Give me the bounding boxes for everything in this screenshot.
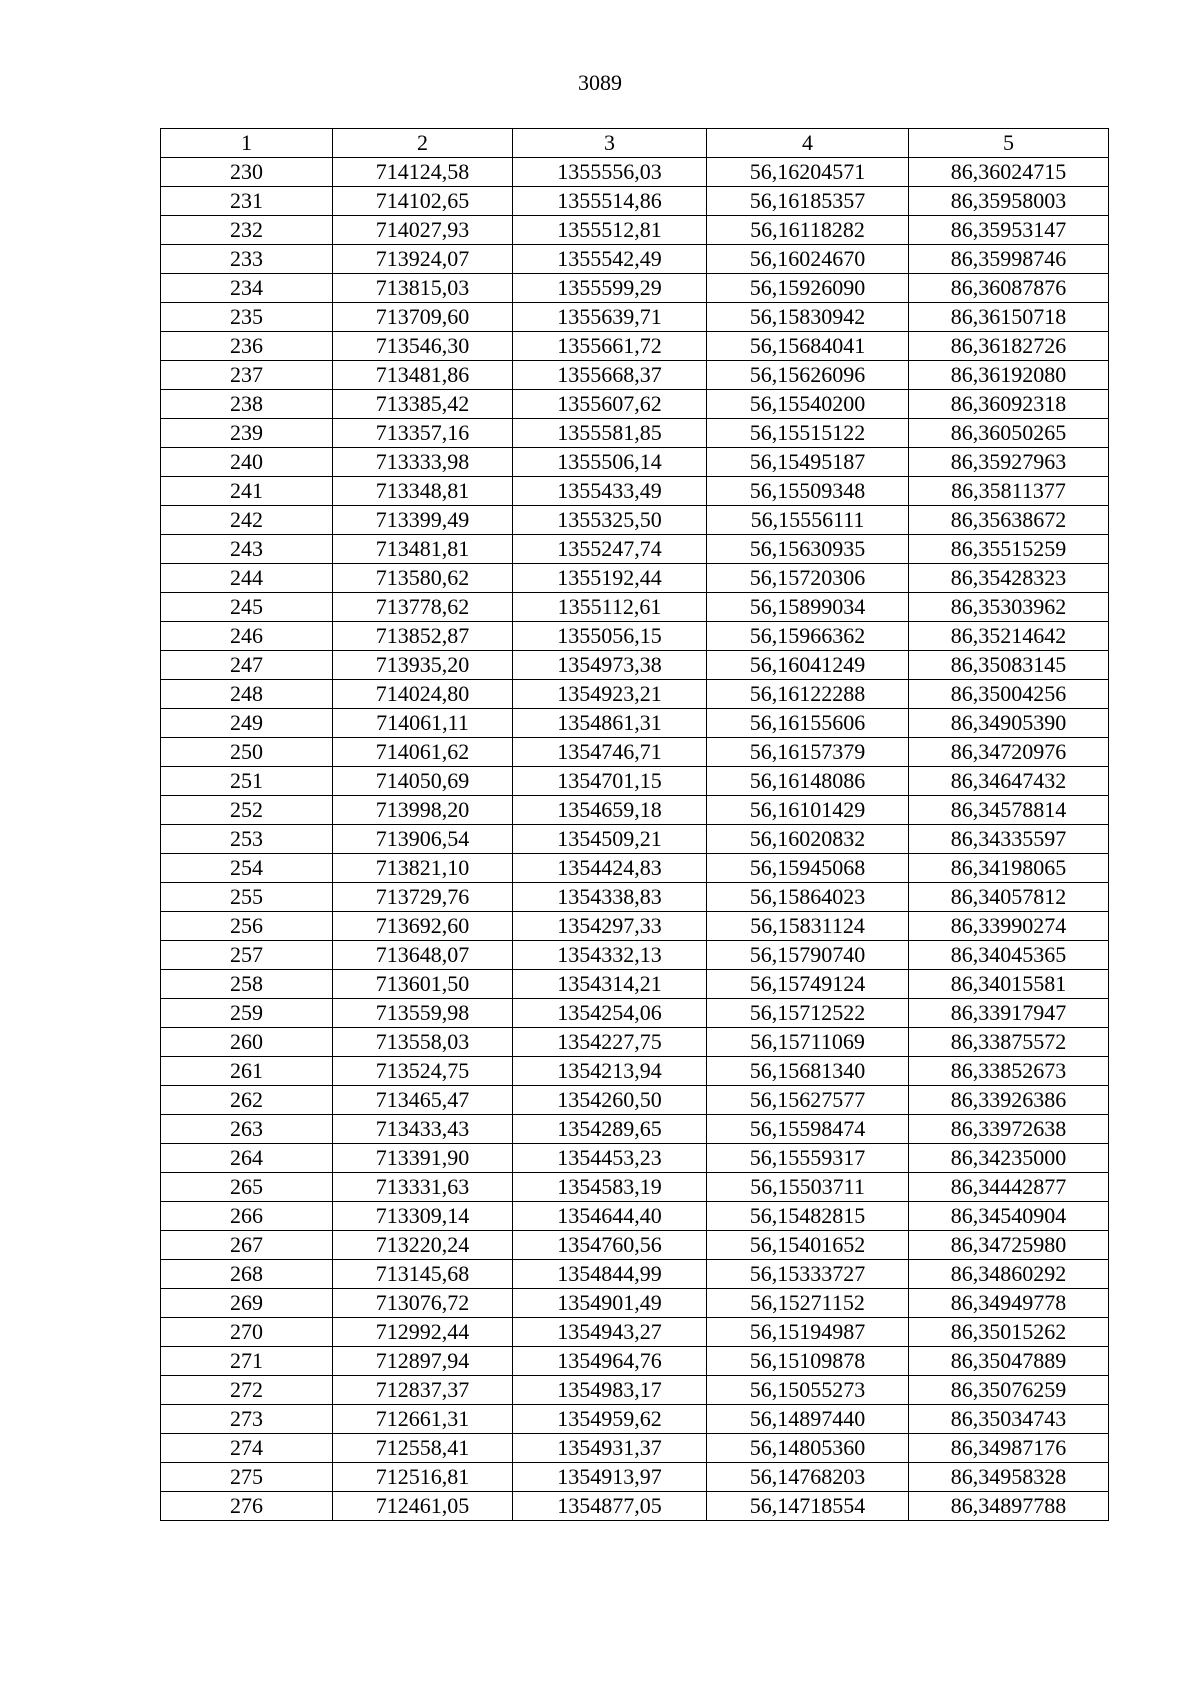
y-coordinate-cell: 1354213,94 [513, 1057, 707, 1086]
point-number-cell: 248 [161, 680, 333, 709]
x-coordinate-cell: 712516,81 [333, 1463, 513, 1492]
latitude-cell: 56,16157379 [707, 738, 909, 767]
longitude-cell: 86,33990274 [909, 912, 1109, 941]
x-coordinate-cell: 714024,80 [333, 680, 513, 709]
latitude-cell: 56,15681340 [707, 1057, 909, 1086]
point-number-cell: 274 [161, 1434, 333, 1463]
y-coordinate-cell: 1355542,49 [513, 245, 707, 274]
x-coordinate-cell: 713692,60 [333, 912, 513, 941]
point-number-cell: 245 [161, 593, 333, 622]
table-row [161, 1492, 1109, 1521]
table-row [161, 1086, 1109, 1115]
latitude-cell: 56,15401652 [707, 1231, 909, 1260]
x-coordinate-cell: 713391,90 [333, 1144, 513, 1173]
x-coordinate-cell: 713821,10 [333, 854, 513, 883]
x-coordinate-cell: 713331,63 [333, 1173, 513, 1202]
longitude-cell: 86,33852673 [909, 1057, 1109, 1086]
longitude-cell: 86,34045365 [909, 941, 1109, 970]
longitude-cell: 86,33926386 [909, 1086, 1109, 1115]
table-row [161, 1231, 1109, 1260]
longitude-cell: 86,36050265 [909, 419, 1109, 448]
longitude-cell: 86,35515259 [909, 535, 1109, 564]
longitude-cell: 86,34057812 [909, 883, 1109, 912]
longitude-cell: 86,35004256 [909, 680, 1109, 709]
table-row [161, 1144, 1109, 1173]
x-coordinate-cell: 713465,47 [333, 1086, 513, 1115]
latitude-cell: 56,15626096 [707, 361, 909, 390]
latitude-cell: 56,15556111 [707, 506, 909, 535]
latitude-cell: 56,15831124 [707, 912, 909, 941]
longitude-cell: 86,35428323 [909, 564, 1109, 593]
y-coordinate-cell: 1354931,37 [513, 1434, 707, 1463]
point-number-cell: 264 [161, 1144, 333, 1173]
column-header-3: 3 [513, 129, 707, 158]
longitude-cell: 86,36092318 [909, 390, 1109, 419]
table-row [161, 390, 1109, 419]
x-coordinate-cell: 713309,14 [333, 1202, 513, 1231]
point-number-cell: 241 [161, 477, 333, 506]
point-number-cell: 247 [161, 651, 333, 680]
y-coordinate-cell: 1354644,40 [513, 1202, 707, 1231]
table-row [161, 1463, 1109, 1492]
x-coordinate-cell: 713546,30 [333, 332, 513, 361]
longitude-cell: 86,34015581 [909, 970, 1109, 999]
latitude-cell: 56,15627577 [707, 1086, 909, 1115]
latitude-cell: 56,15830942 [707, 303, 909, 332]
point-number-cell: 262 [161, 1086, 333, 1115]
longitude-cell: 86,33917947 [909, 999, 1109, 1028]
latitude-cell: 56,15598474 [707, 1115, 909, 1144]
table-row [161, 680, 1109, 709]
table-row [161, 912, 1109, 941]
y-coordinate-cell: 1355668,37 [513, 361, 707, 390]
x-coordinate-cell: 713145,68 [333, 1260, 513, 1289]
y-coordinate-cell: 1355112,61 [513, 593, 707, 622]
y-coordinate-cell: 1354509,21 [513, 825, 707, 854]
point-number-cell: 268 [161, 1260, 333, 1289]
longitude-cell: 86,36182726 [909, 332, 1109, 361]
table-row [161, 1318, 1109, 1347]
x-coordinate-cell: 713935,20 [333, 651, 513, 680]
table-row [161, 767, 1109, 796]
y-coordinate-cell: 1354314,21 [513, 970, 707, 999]
point-number-cell: 233 [161, 245, 333, 274]
y-coordinate-cell: 1354964,76 [513, 1347, 707, 1376]
latitude-cell: 56,16118282 [707, 216, 909, 245]
table-row [161, 187, 1109, 216]
y-coordinate-cell: 1354583,19 [513, 1173, 707, 1202]
x-coordinate-cell: 713481,86 [333, 361, 513, 390]
table-row [161, 361, 1109, 390]
latitude-cell: 56,16204571 [707, 158, 909, 187]
table-row [161, 796, 1109, 825]
y-coordinate-cell: 1355639,71 [513, 303, 707, 332]
table-header-row [161, 129, 1109, 158]
y-coordinate-cell: 1354227,75 [513, 1028, 707, 1057]
longitude-cell: 86,34578814 [909, 796, 1109, 825]
point-number-cell: 246 [161, 622, 333, 651]
x-coordinate-cell: 712558,41 [333, 1434, 513, 1463]
point-number-cell: 261 [161, 1057, 333, 1086]
longitude-cell: 86,35811377 [909, 477, 1109, 506]
latitude-cell: 56,15271152 [707, 1289, 909, 1318]
latitude-cell: 56,15194987 [707, 1318, 909, 1347]
table-row [161, 593, 1109, 622]
column-header-5: 5 [909, 129, 1109, 158]
y-coordinate-cell: 1355192,44 [513, 564, 707, 593]
point-number-cell: 276 [161, 1492, 333, 1521]
y-coordinate-cell: 1354260,50 [513, 1086, 707, 1115]
point-number-cell: 257 [161, 941, 333, 970]
latitude-cell: 56,15926090 [707, 274, 909, 303]
x-coordinate-cell: 713778,62 [333, 593, 513, 622]
y-coordinate-cell: 1354297,33 [513, 912, 707, 941]
point-number-cell: 239 [161, 419, 333, 448]
latitude-cell: 56,15864023 [707, 883, 909, 912]
y-coordinate-cell: 1354760,56 [513, 1231, 707, 1260]
x-coordinate-cell: 713558,03 [333, 1028, 513, 1057]
y-coordinate-cell: 1355514,86 [513, 187, 707, 216]
point-number-cell: 237 [161, 361, 333, 390]
point-number-cell: 230 [161, 158, 333, 187]
y-coordinate-cell: 1355433,49 [513, 477, 707, 506]
y-coordinate-cell: 1355056,15 [513, 622, 707, 651]
x-coordinate-cell: 713333,98 [333, 448, 513, 477]
table-row [161, 738, 1109, 767]
latitude-cell: 56,14718554 [707, 1492, 909, 1521]
y-coordinate-cell: 1354901,49 [513, 1289, 707, 1318]
longitude-cell: 86,35015262 [909, 1318, 1109, 1347]
x-coordinate-cell: 712837,37 [333, 1376, 513, 1405]
y-coordinate-cell: 1354659,18 [513, 796, 707, 825]
point-number-cell: 250 [161, 738, 333, 767]
longitude-cell: 86,33972638 [909, 1115, 1109, 1144]
table-row [161, 1405, 1109, 1434]
longitude-cell: 86,35303962 [909, 593, 1109, 622]
point-number-cell: 249 [161, 709, 333, 738]
table-row [161, 854, 1109, 883]
y-coordinate-cell: 1355599,29 [513, 274, 707, 303]
table-row [161, 419, 1109, 448]
longitude-cell: 86,34725980 [909, 1231, 1109, 1260]
point-number-cell: 236 [161, 332, 333, 361]
x-coordinate-cell: 713348,81 [333, 477, 513, 506]
y-coordinate-cell: 1354424,83 [513, 854, 707, 883]
table-row [161, 883, 1109, 912]
table-row [161, 332, 1109, 361]
longitude-cell: 86,34720976 [909, 738, 1109, 767]
longitude-cell: 86,34905390 [909, 709, 1109, 738]
longitude-cell: 86,36024715 [909, 158, 1109, 187]
y-coordinate-cell: 1354289,65 [513, 1115, 707, 1144]
y-coordinate-cell: 1354877,05 [513, 1492, 707, 1521]
point-number-cell: 259 [161, 999, 333, 1028]
x-coordinate-cell: 713580,62 [333, 564, 513, 593]
point-number-cell: 235 [161, 303, 333, 332]
longitude-cell: 86,35083145 [909, 651, 1109, 680]
y-coordinate-cell: 1354332,13 [513, 941, 707, 970]
longitude-cell: 86,35953147 [909, 216, 1109, 245]
table-row [161, 1376, 1109, 1405]
longitude-cell: 86,34860292 [909, 1260, 1109, 1289]
y-coordinate-cell: 1354973,38 [513, 651, 707, 680]
x-coordinate-cell: 712992,44 [333, 1318, 513, 1347]
longitude-cell: 86,33875572 [909, 1028, 1109, 1057]
x-coordinate-cell: 714050,69 [333, 767, 513, 796]
table-row [161, 1028, 1109, 1057]
y-coordinate-cell: 1354701,15 [513, 767, 707, 796]
longitude-cell: 86,34897788 [909, 1492, 1109, 1521]
point-number-cell: 265 [161, 1173, 333, 1202]
point-number-cell: 243 [161, 535, 333, 564]
table-row [161, 1289, 1109, 1318]
latitude-cell: 56,15559317 [707, 1144, 909, 1173]
latitude-cell: 56,15720306 [707, 564, 909, 593]
table-row [161, 1202, 1109, 1231]
x-coordinate-cell: 714061,11 [333, 709, 513, 738]
latitude-cell: 56,15711069 [707, 1028, 909, 1057]
x-coordinate-cell: 713815,03 [333, 274, 513, 303]
y-coordinate-cell: 1354943,27 [513, 1318, 707, 1347]
longitude-cell: 86,34987176 [909, 1434, 1109, 1463]
y-coordinate-cell: 1355506,14 [513, 448, 707, 477]
y-coordinate-cell: 1354844,99 [513, 1260, 707, 1289]
latitude-cell: 56,16024670 [707, 245, 909, 274]
point-number-cell: 267 [161, 1231, 333, 1260]
x-coordinate-cell: 712897,94 [333, 1347, 513, 1376]
x-coordinate-cell: 714027,93 [333, 216, 513, 245]
table-row [161, 622, 1109, 651]
longitude-cell: 86,36087876 [909, 274, 1109, 303]
table-row [161, 970, 1109, 999]
point-number-cell: 255 [161, 883, 333, 912]
x-coordinate-cell: 713433,43 [333, 1115, 513, 1144]
point-number-cell: 231 [161, 187, 333, 216]
y-coordinate-cell: 1355661,72 [513, 332, 707, 361]
point-number-cell: 244 [161, 564, 333, 593]
x-coordinate-cell: 713076,72 [333, 1289, 513, 1318]
longitude-cell: 86,35214642 [909, 622, 1109, 651]
point-number-cell: 273 [161, 1405, 333, 1434]
point-number-cell: 234 [161, 274, 333, 303]
table-row [161, 564, 1109, 593]
y-coordinate-cell: 1355247,74 [513, 535, 707, 564]
table-row [161, 1173, 1109, 1202]
table-row [161, 506, 1109, 535]
point-number-cell: 263 [161, 1115, 333, 1144]
point-number-cell: 240 [161, 448, 333, 477]
table-row [161, 651, 1109, 680]
y-coordinate-cell: 1354959,62 [513, 1405, 707, 1434]
table-row [161, 535, 1109, 564]
latitude-cell: 56,16148086 [707, 767, 909, 796]
longitude-cell: 86,34235000 [909, 1144, 1109, 1173]
latitude-cell: 56,16155606 [707, 709, 909, 738]
point-number-cell: 270 [161, 1318, 333, 1347]
point-number-cell: 242 [161, 506, 333, 535]
point-number-cell: 253 [161, 825, 333, 854]
column-header-2: 2 [333, 129, 513, 158]
table-row [161, 941, 1109, 970]
x-coordinate-cell: 713709,60 [333, 303, 513, 332]
x-coordinate-cell: 713481,81 [333, 535, 513, 564]
table-row [161, 245, 1109, 274]
table-row [161, 1347, 1109, 1376]
latitude-cell: 56,15790740 [707, 941, 909, 970]
y-coordinate-cell: 1355607,62 [513, 390, 707, 419]
point-number-cell: 271 [161, 1347, 333, 1376]
longitude-cell: 86,34647432 [909, 767, 1109, 796]
latitude-cell: 56,16122288 [707, 680, 909, 709]
point-number-cell: 251 [161, 767, 333, 796]
y-coordinate-cell: 1354861,31 [513, 709, 707, 738]
x-coordinate-cell: 714124,58 [333, 158, 513, 187]
table-row [161, 303, 1109, 332]
table-row [161, 709, 1109, 738]
latitude-cell: 56,15509348 [707, 477, 909, 506]
latitude-cell: 56,16185357 [707, 187, 909, 216]
x-coordinate-cell: 713729,76 [333, 883, 513, 912]
x-coordinate-cell: 713220,24 [333, 1231, 513, 1260]
latitude-cell: 56,14768203 [707, 1463, 909, 1492]
longitude-cell: 86,35076259 [909, 1376, 1109, 1405]
point-number-cell: 258 [161, 970, 333, 999]
x-coordinate-cell: 712461,05 [333, 1492, 513, 1521]
table-row [161, 1057, 1109, 1086]
table-row [161, 448, 1109, 477]
column-header-1: 1 [161, 129, 333, 158]
y-coordinate-cell: 1354746,71 [513, 738, 707, 767]
latitude-cell: 56,15515122 [707, 419, 909, 448]
table-row [161, 1434, 1109, 1463]
x-coordinate-cell: 712661,31 [333, 1405, 513, 1434]
y-coordinate-cell: 1355581,85 [513, 419, 707, 448]
latitude-cell: 56,15630935 [707, 535, 909, 564]
longitude-cell: 86,34442877 [909, 1173, 1109, 1202]
latitude-cell: 56,14805360 [707, 1434, 909, 1463]
latitude-cell: 56,15945068 [707, 854, 909, 883]
longitude-cell: 86,34335597 [909, 825, 1109, 854]
longitude-cell: 86,34949778 [909, 1289, 1109, 1318]
y-coordinate-cell: 1354338,83 [513, 883, 707, 912]
latitude-cell: 56,15503711 [707, 1173, 909, 1202]
point-number-cell: 256 [161, 912, 333, 941]
longitude-cell: 86,35998746 [909, 245, 1109, 274]
latitude-cell: 56,15333727 [707, 1260, 909, 1289]
longitude-cell: 86,34540904 [909, 1202, 1109, 1231]
longitude-cell: 86,34958328 [909, 1463, 1109, 1492]
latitude-cell: 56,15109878 [707, 1347, 909, 1376]
y-coordinate-cell: 1354923,21 [513, 680, 707, 709]
x-coordinate-cell: 713924,07 [333, 245, 513, 274]
longitude-cell: 86,36150718 [909, 303, 1109, 332]
x-coordinate-cell: 713385,42 [333, 390, 513, 419]
x-coordinate-cell: 713998,20 [333, 796, 513, 825]
latitude-cell: 56,16020832 [707, 825, 909, 854]
y-coordinate-cell: 1354453,23 [513, 1144, 707, 1173]
y-coordinate-cell: 1354254,06 [513, 999, 707, 1028]
latitude-cell: 56,16041249 [707, 651, 909, 680]
table-row [161, 1115, 1109, 1144]
x-coordinate-cell: 713601,50 [333, 970, 513, 999]
y-coordinate-cell: 1354913,97 [513, 1463, 707, 1492]
y-coordinate-cell: 1355325,50 [513, 506, 707, 535]
point-number-cell: 269 [161, 1289, 333, 1318]
x-coordinate-cell: 713357,16 [333, 419, 513, 448]
latitude-cell: 56,14897440 [707, 1405, 909, 1434]
table-body [161, 158, 1109, 1521]
page-number: 3089 [578, 70, 622, 95]
coordinates-table [160, 128, 1109, 1521]
latitude-cell: 56,15966362 [707, 622, 909, 651]
point-number-cell: 272 [161, 1376, 333, 1405]
longitude-cell: 86,35958003 [909, 187, 1109, 216]
longitude-cell: 86,35638672 [909, 506, 1109, 535]
x-coordinate-cell: 713399,49 [333, 506, 513, 535]
table-row [161, 825, 1109, 854]
column-header-4: 4 [707, 129, 909, 158]
latitude-cell: 56,15540200 [707, 390, 909, 419]
point-number-cell: 238 [161, 390, 333, 419]
x-coordinate-cell: 713906,54 [333, 825, 513, 854]
x-coordinate-cell: 714102,65 [333, 187, 513, 216]
point-number-cell: 266 [161, 1202, 333, 1231]
longitude-cell: 86,35034743 [909, 1405, 1109, 1434]
point-number-cell: 252 [161, 796, 333, 825]
table-row [161, 274, 1109, 303]
x-coordinate-cell: 713648,07 [333, 941, 513, 970]
longitude-cell: 86,35927963 [909, 448, 1109, 477]
x-coordinate-cell: 713524,75 [333, 1057, 513, 1086]
latitude-cell: 56,16101429 [707, 796, 909, 825]
table-row [161, 999, 1109, 1028]
table-row [161, 477, 1109, 506]
latitude-cell: 56,15899034 [707, 593, 909, 622]
longitude-cell: 86,34198065 [909, 854, 1109, 883]
longitude-cell: 86,35047889 [909, 1347, 1109, 1376]
table-row [161, 158, 1109, 187]
latitude-cell: 56,15055273 [707, 1376, 909, 1405]
point-number-cell: 275 [161, 1463, 333, 1492]
latitude-cell: 56,15684041 [707, 332, 909, 361]
y-coordinate-cell: 1355512,81 [513, 216, 707, 245]
x-coordinate-cell: 714061,62 [333, 738, 513, 767]
point-number-cell: 232 [161, 216, 333, 245]
point-number-cell: 260 [161, 1028, 333, 1057]
table-row [161, 216, 1109, 245]
y-coordinate-cell: 1354983,17 [513, 1376, 707, 1405]
latitude-cell: 56,15712522 [707, 999, 909, 1028]
longitude-cell: 86,36192080 [909, 361, 1109, 390]
latitude-cell: 56,15495187 [707, 448, 909, 477]
latitude-cell: 56,15749124 [707, 970, 909, 999]
x-coordinate-cell: 713559,98 [333, 999, 513, 1028]
x-coordinate-cell: 713852,87 [333, 622, 513, 651]
latitude-cell: 56,15482815 [707, 1202, 909, 1231]
table-row [161, 1260, 1109, 1289]
y-coordinate-cell: 1355556,03 [513, 158, 707, 187]
point-number-cell: 254 [161, 854, 333, 883]
